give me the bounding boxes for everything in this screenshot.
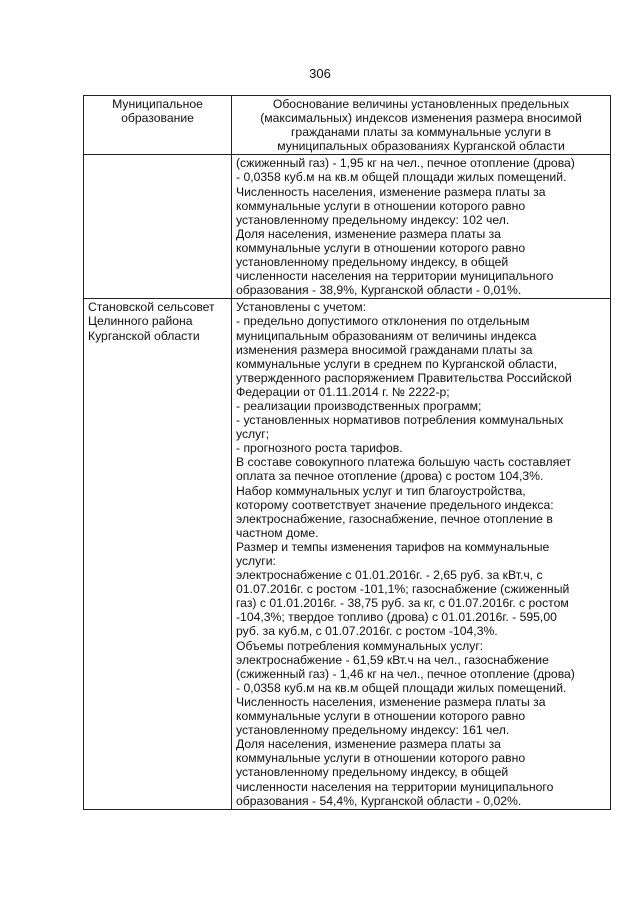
header-line: Обоснование величины установленных предельных bbox=[272, 97, 570, 111]
justification-line: утвержденного распоряжением Правительства Российской bbox=[236, 370, 572, 385]
justification-line: услуг; bbox=[236, 427, 270, 442]
header-line: образование bbox=[121, 111, 194, 126]
justification-line: коммунальные услуги в отношении которого равно bbox=[236, 751, 526, 766]
justification-line: Установлены с учетом: bbox=[236, 300, 366, 315]
header-municipality bbox=[84, 96, 232, 155]
justification-line: Федерации от 01.11.2014 г. № 2222-р; bbox=[236, 384, 450, 399]
justification-line: численности населения на территории муниципального bbox=[236, 779, 554, 794]
justification-line: муниципальным образованиям от величины индекса bbox=[236, 328, 537, 343]
justification-line: - 0,0358 куб.м на кв.м общей площади жилых помещений. bbox=[236, 680, 567, 695]
municipality-cell bbox=[84, 299, 232, 809]
justification-line: численности населения на территории муниципального bbox=[236, 269, 554, 284]
justification-line: коммунальные услуги в отношении которого равно bbox=[236, 198, 526, 213]
justification-line: 01.07.2016г. с ростом -101,1%; газоснабжение (сжиженный bbox=[236, 582, 570, 597]
justification-cell bbox=[232, 299, 611, 809]
justification-line: частном доме. bbox=[236, 525, 319, 540]
justification-line: Численность населения, изменение размера платы за bbox=[236, 184, 546, 199]
justification-line: В составе совокупного платежа большую часть составляет bbox=[236, 455, 572, 470]
justification-line: Размер и темпы изменения тарифов на коммунальные bbox=[236, 539, 550, 554]
justification-line: электроснабжение - 61,59 кВт.ч на чел., газоснабжение bbox=[236, 652, 549, 667]
justification-line: установленному предельному индексу: 161 чел. bbox=[236, 723, 510, 738]
justification-line: Численность населения, изменение размера платы за bbox=[236, 694, 546, 709]
municipality-cell bbox=[84, 155, 232, 299]
header-justification bbox=[232, 96, 611, 155]
header-line: муниципальных образованиях Курганской области bbox=[277, 139, 565, 154]
justification-line: изменения размера вносимой гражданами платы за bbox=[236, 342, 533, 357]
justification-line: руб. за куб.м, с 01.07.2016г. с ростом -104,3%. bbox=[236, 624, 498, 639]
table-header-row bbox=[84, 96, 611, 155]
header-line: Муниципальное bbox=[112, 97, 203, 111]
table-row bbox=[84, 155, 611, 299]
justification-line: - 0,0358 куб.м на кв.м общей площади жилых помещений. bbox=[236, 170, 567, 185]
justification-line: коммунальные услуги в отношении которого равно bbox=[236, 240, 526, 255]
justification-line: Объемы потребления коммунальных услуг: bbox=[236, 638, 484, 653]
justification-line: услуги: bbox=[236, 554, 276, 568]
justification-line: коммунальные услуги в отношении которого равно bbox=[236, 709, 526, 724]
municipality-line: Курганской области bbox=[88, 328, 200, 343]
justification-line: оплата за печное отопление (дрова) с ростом 104,3%. bbox=[236, 469, 544, 484]
justification-line: которому соответствует значение предельного индекса: bbox=[236, 497, 554, 512]
justification-line: - прогнозного роста тарифов. bbox=[236, 441, 403, 456]
justification-line: электроснабжение, газоснабжение, печное отопление в bbox=[236, 511, 553, 526]
justification-line: образования - 54,4%, Курганской области - 0,02%. bbox=[236, 793, 522, 808]
justification-line: Доля населения, изменение размера платы за bbox=[236, 226, 501, 241]
justification-line: - предельно допустимого отклонения по отдельным bbox=[236, 314, 530, 329]
justification-line: Доля населения, изменение размера платы за bbox=[236, 737, 501, 752]
page-number: 306 bbox=[309, 66, 331, 81]
justification-line: установленному предельному индексу: 102 чел. bbox=[236, 212, 510, 227]
justification-line: коммунальные услуги в среднем по Курганской области, bbox=[236, 356, 558, 371]
municipality-line: Становской сельсовет bbox=[88, 300, 215, 315]
table-row bbox=[84, 299, 611, 809]
justification-line: (сжиженный газ) - 1,95 кг на чел., печное отопление (дрова) bbox=[236, 156, 575, 171]
justification-line: электроснабжение с 01.01.2016г. - 2,65 руб. за кВт.ч, с bbox=[236, 568, 543, 583]
justification-line: Набор коммунальных услуг и тип благоустройства, bbox=[236, 483, 526, 498]
justification-line: образования - 38,9%, Курганской области - 0,01%. bbox=[236, 283, 522, 298]
justification-cell bbox=[232, 155, 611, 299]
justification-line: (сжиженный газ) - 1,46 кг на чел., печное отопление (дрова) bbox=[236, 666, 575, 681]
justification-line: - установленных нормативов потребления коммунальных bbox=[236, 413, 564, 428]
tariff-index-table bbox=[83, 95, 611, 810]
header-line: гражданами платы за коммунальные услуги в bbox=[290, 125, 552, 140]
justification-line: газ) с 01.01.2016г. - 38,75 руб. за кг, с 01.07.2016г. с ростом bbox=[236, 596, 569, 611]
justification-line: установленному предельному индексу, в общей bbox=[236, 255, 509, 270]
justification-line: установленному предельному индексу, в общей bbox=[236, 765, 509, 780]
justification-line: - реализации производственных программ; bbox=[236, 398, 482, 413]
header-line: (максимальных) индексов изменения размера вносимой bbox=[260, 111, 582, 126]
justification-line: -104,3%; твердое топливо (дрова) с 01.01.2016г. - 595,00 bbox=[236, 610, 557, 625]
municipality-line: Целинного района bbox=[88, 314, 193, 329]
